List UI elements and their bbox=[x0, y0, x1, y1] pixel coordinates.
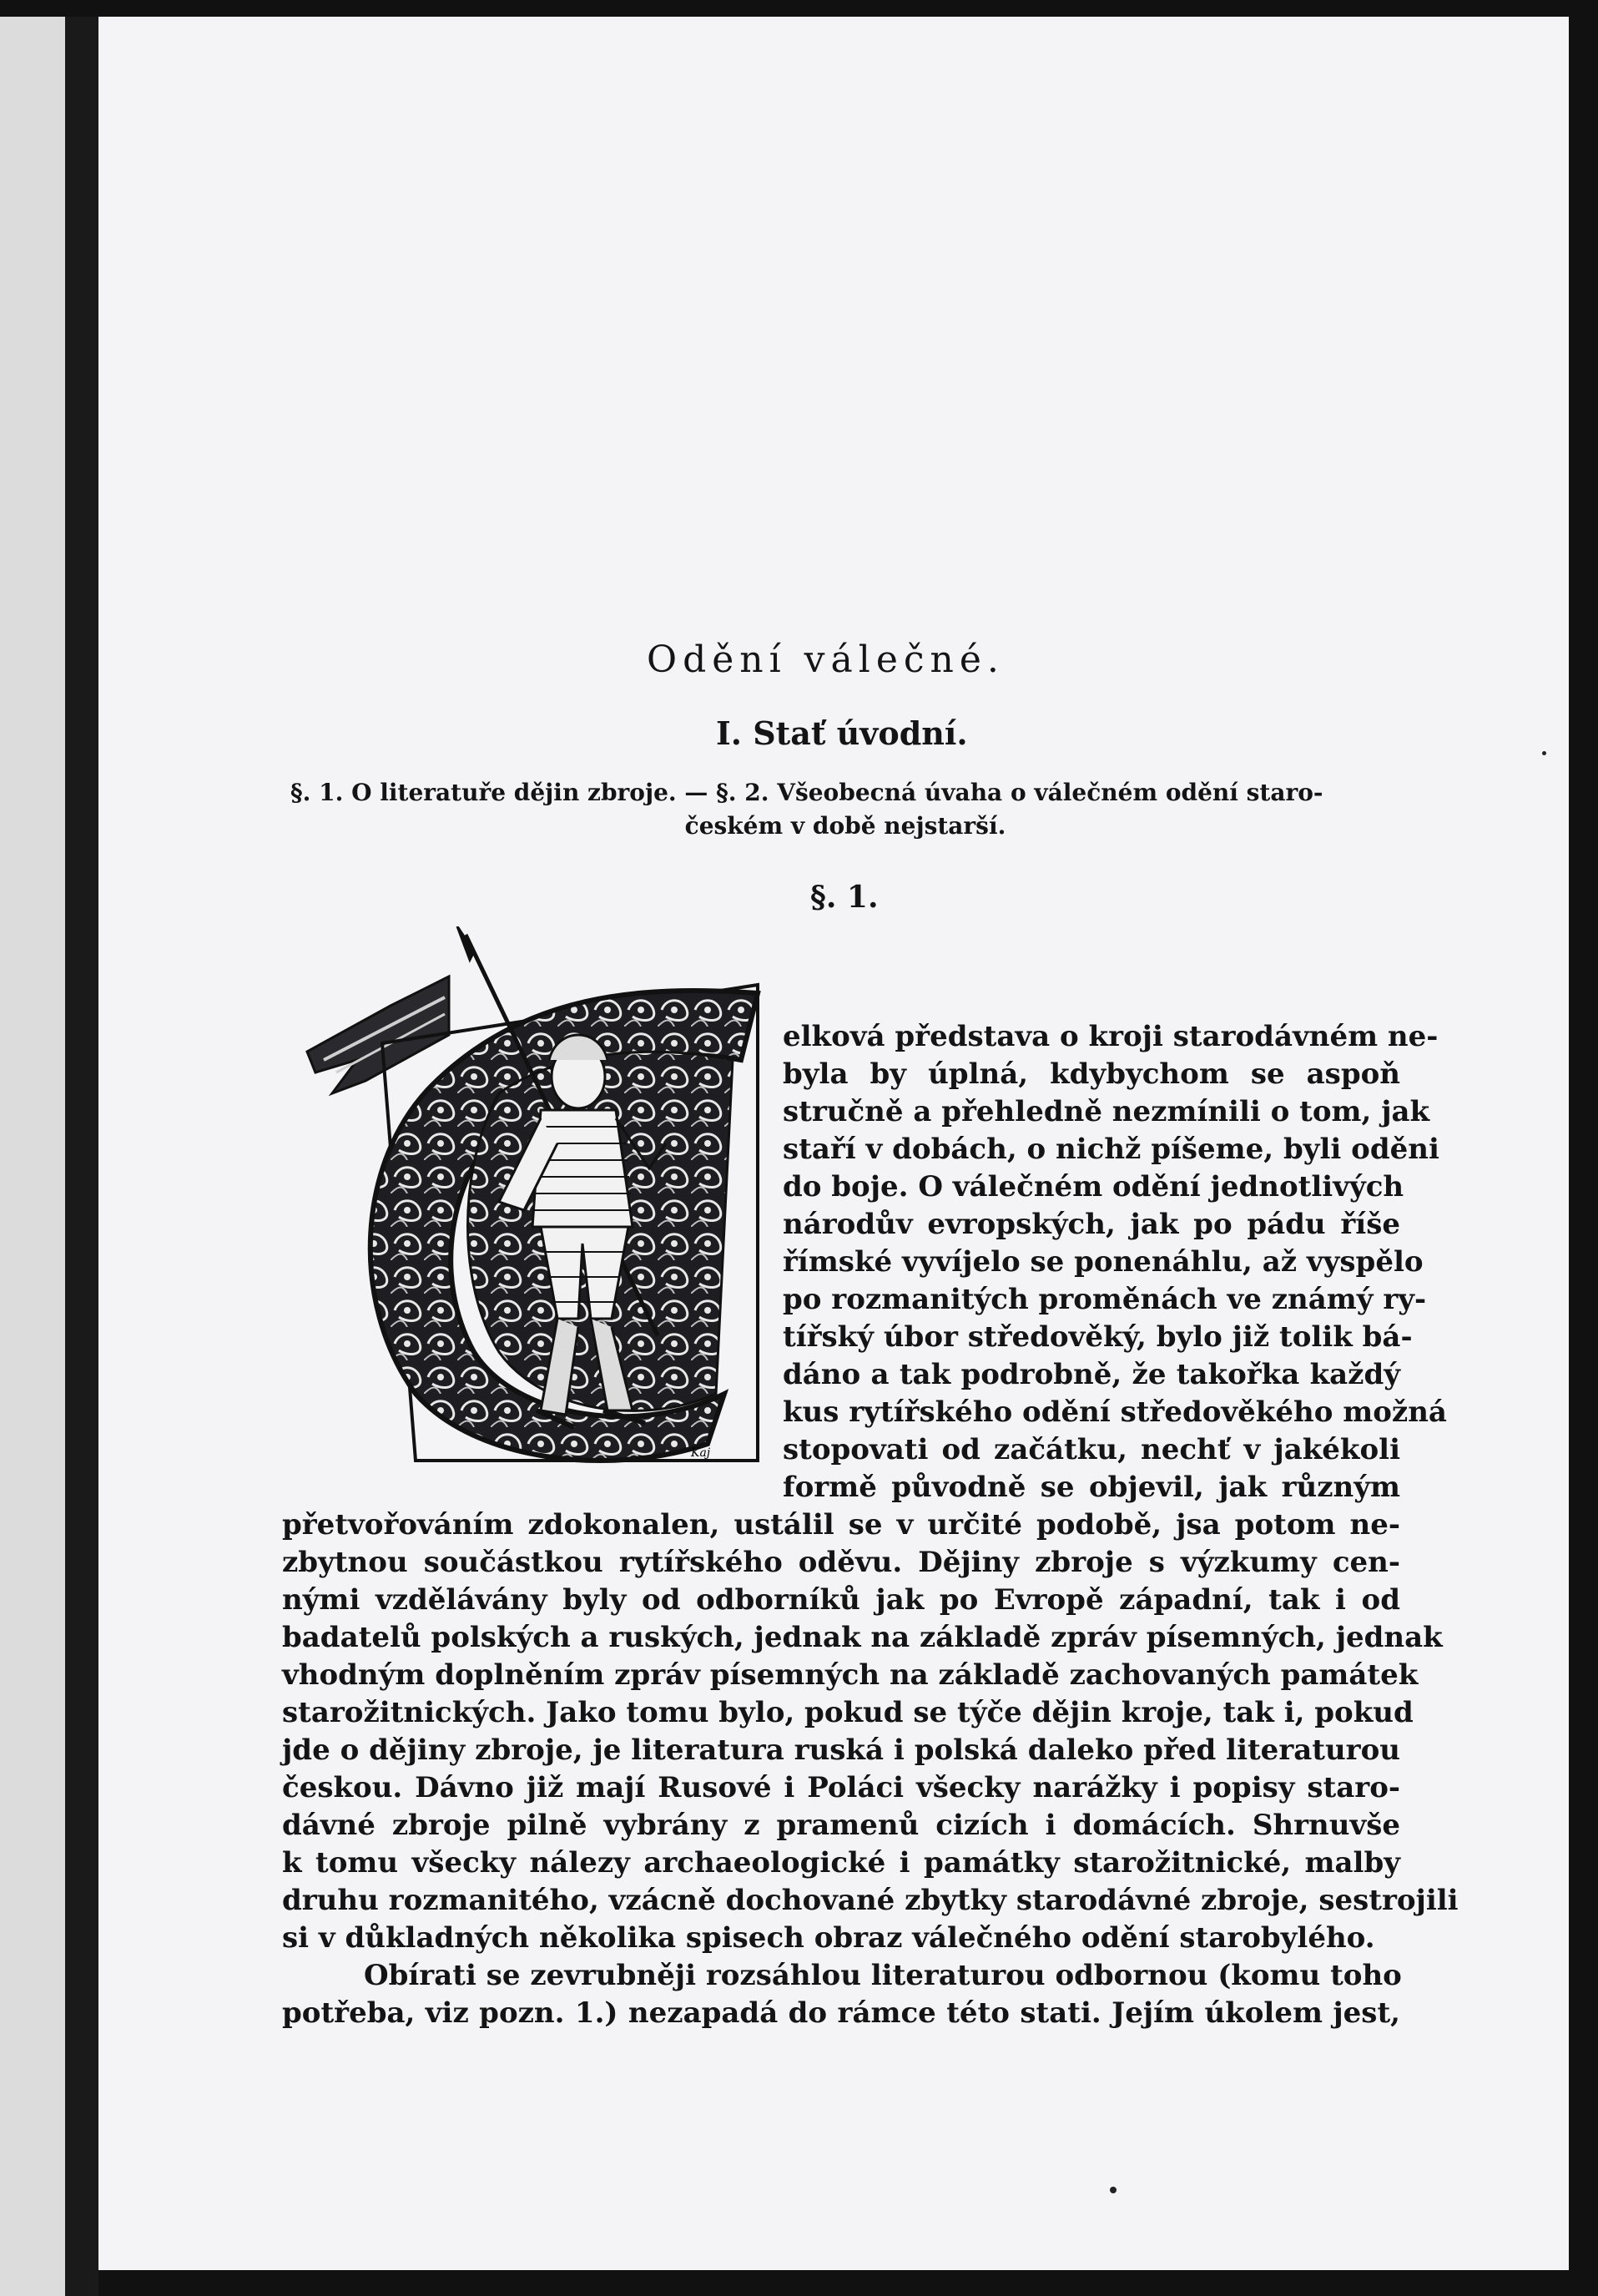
opening-paragraph-wrapped bbox=[783, 1018, 1447, 1506]
facing-page-edge bbox=[0, 17, 65, 2296]
text-line: kus rytířského odění středověkého možná bbox=[783, 1395, 1447, 1429]
section-number: §. 1. bbox=[810, 880, 879, 915]
text-line: přetvořováním zdokonalen, ustálil se v určité podobě, jsa potom ne- bbox=[282, 1508, 1400, 1542]
text-line: římské vyvíjelo se ponenáhlu, až vyspělo bbox=[783, 1245, 1424, 1279]
text-line: zbytnou součástkou rytířského oděvu. Dějiny zbroje s výzkumy cen- bbox=[282, 1546, 1400, 1579]
page-speck bbox=[1110, 2187, 1117, 2193]
text-line: k tomu všecky nálezy archaeologické i památky starožitnické, malby bbox=[282, 1846, 1400, 1880]
text-line: po rozmanitých proměnách ve známý ry- bbox=[783, 1283, 1427, 1316]
text-line: vhodným doplněním zpráv písemných na základě zachovaných památek bbox=[282, 1658, 1419, 1692]
initial-c-knight-illustration bbox=[290, 926, 766, 1477]
text-line: stručně a přehledně nezmínili o tom, jak bbox=[783, 1095, 1430, 1128]
text-line: byla by úplná, kdybychom se aspoň bbox=[783, 1057, 1400, 1091]
text-line: si v důkladných několika spisech obraz válečného odění starobylého. bbox=[282, 1921, 1375, 1955]
part-heading: I. Stať úvodní. bbox=[716, 714, 968, 752]
page-speck bbox=[1542, 751, 1546, 755]
text-line: potřeba, viz pozn. 1.) nezapadá do rámce této stati. Jejím úkolem jest, bbox=[282, 1996, 1400, 2030]
summary-line-2: českém v době nejstarší. bbox=[684, 812, 1006, 840]
text-line: nými vzdělávány byly od odborníků jak po Evropě západní, tak i od bbox=[282, 1583, 1400, 1617]
text-line: dáno a tak podrobně, že takořka každý bbox=[783, 1358, 1400, 1391]
text-line: tířský úbor středověký, bylo již tolik bá- bbox=[783, 1320, 1413, 1354]
text-line: staří v dobách, o nichž píšeme, byli oděni bbox=[783, 1133, 1439, 1166]
text-line: starožitnických. Jako tomu bylo, pokud se týče dějin kroje, tak i, pokud bbox=[282, 1696, 1414, 1729]
body-text bbox=[282, 1506, 1459, 2032]
text-line: Obírati se zevrubněji rozsáhlou literaturou odbornou (komu toho bbox=[364, 1959, 1402, 1992]
text-line: jde o dějiny zbroje, je literatura ruská i polská daleko před literaturou bbox=[282, 1733, 1400, 1767]
text-line: do boje. O válečném odění jednotlivých bbox=[783, 1170, 1404, 1204]
scan-border bbox=[1569, 0, 1598, 2296]
text-line: českou. Dávno již mají Rusové i Poláci všecky narážky i popisy staro- bbox=[282, 1771, 1400, 1804]
text-line: druhu rozmanitého, vzácně dochované zbytky starodávné zbroje, sestrojili bbox=[282, 1884, 1459, 1917]
text-line: dávné zbroje pilně vybrány z pramenů cizích i domácích. Shrnuvše bbox=[282, 1809, 1400, 1842]
summary-line-1: §. 1. O literatuře dějin zbroje. — §. 2. Všeobecná úvaha o válečném odění staro- bbox=[290, 779, 1323, 806]
artist-signature: Kaj bbox=[691, 1446, 711, 1460]
decorated-initial-illustration bbox=[290, 926, 766, 1477]
text-line: stopovati od začátku, nechť v jakékoli bbox=[783, 1433, 1400, 1466]
page-title: Odění válečné. bbox=[647, 638, 1005, 681]
book-page bbox=[98, 17, 1569, 2270]
section-summary bbox=[290, 776, 1400, 843]
text-line: badatelů polských a ruských, jednak na základě zpráv písemných, jednak bbox=[282, 1621, 1443, 1654]
text-line: národův evropských, jak po pádu říše bbox=[783, 1208, 1400, 1241]
text-line: elková představa o kroji starodávném ne- bbox=[783, 1020, 1439, 1053]
binding-shadow bbox=[65, 17, 98, 2296]
text-line: formě původně se objevil, jak různým bbox=[783, 1471, 1400, 1504]
